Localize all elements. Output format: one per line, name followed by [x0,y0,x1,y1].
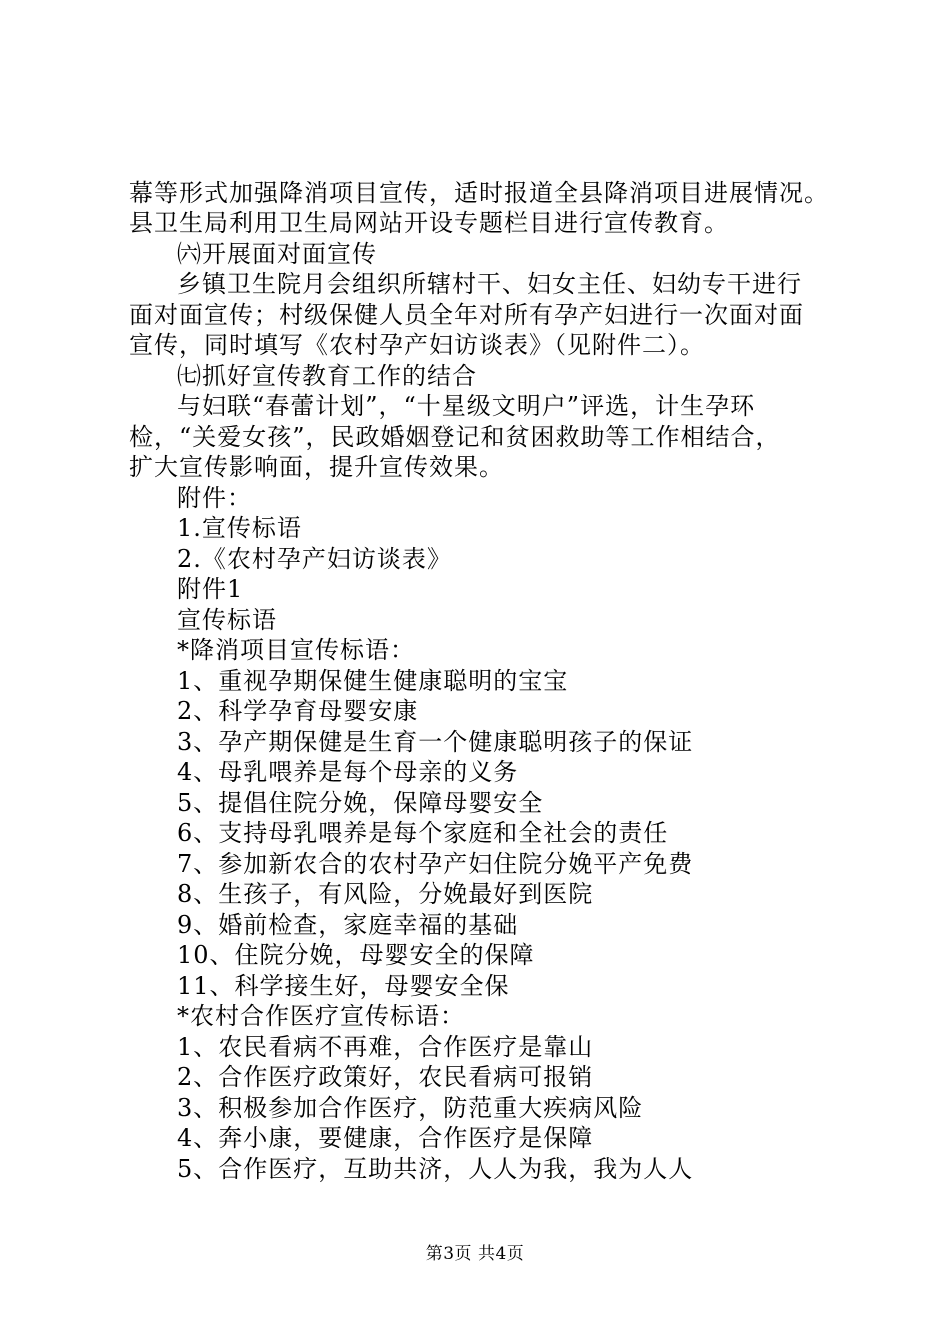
slogan-item: 4、母乳喂养是每个母亲的义务 [177,758,519,786]
text-line: 幕等形式加强降消项目宣传，适时报道全县降消项目进展情况。 [129,179,829,207]
slogan-item: 4、奔小康，要健康，合作医疗是保障 [177,1124,594,1152]
slogan-item: 10、住院分娩，母婴安全的保障 [177,941,535,969]
attachment-heading: 附件： [177,484,252,512]
slogan-item: 6、支持母乳喂养是每个家庭和全社会的责任 [177,819,669,847]
slogan-item: 5、合作医疗，互助共济，人人为我，我为人人 [177,1155,694,1183]
attachment-label: 附件1 [177,575,244,603]
list-item: 1.宣传标语 [177,514,302,542]
slogan-group-heading: *降消项目宣传标语： [177,636,415,664]
slogan-item: 5、提倡住院分娩，保障母婴安全 [177,789,544,817]
text-line: 检，“关爱女孩”，民政婚姻登记和贫困救助等工作相结合， [129,423,781,451]
slogan-item: 9、婚前检查，家庭幸福的基础 [177,911,519,939]
list-item: 2.《农村孕产妇访谈表》 [177,545,452,573]
slogan-item: 3、孕产期保健是生育一个健康聪明孩子的保证 [177,728,694,756]
slogan-item: 11、科学接生好，母婴安全保 [177,972,510,1000]
section-heading: ㈥开展面对面宣传 [177,240,377,268]
slogan-item: 2、科学孕育母婴安康 [177,697,419,725]
page-number-footer: 第3页 共4页 [425,1244,525,1264]
slogan-item: 3、积极参加合作医疗，防范重大疾病风险 [177,1094,644,1122]
text-line: 宣传，同时填写《农村孕产妇访谈表》（见附件二）。 [129,331,705,359]
slogan-item: 2、合作医疗政策好，农民看病可报销 [177,1063,594,1091]
slogan-item: 1、重视孕期保健生健康聪明的宝宝 [177,667,569,695]
slogan-item: 1、农民看病不再难，合作医疗是靠山 [177,1033,594,1061]
section-heading: ㈦抓好宣传教育工作的结合 [177,362,477,390]
slogan-item: 7、参加新农合的农村孕产妇住院分娩平产免费 [177,850,694,878]
slogan-item: 8、生孩子，有风险，分娩最好到医院 [177,880,594,908]
attachment-title: 宣传标语 [177,606,277,634]
text-line: 与妇联“春蕾计划”，“十星级文明户”评选，计生孕环 [177,392,756,420]
text-line: 乡镇卫生院月会组织所辖村干、妇女主任、妇幼专干进行 [177,270,802,298]
slogan-group-heading: *农村合作医疗宣传标语： [177,1002,465,1030]
text-line: 扩大宣传影响面，提升宣传效果。 [129,453,504,481]
text-line: 县卫生局利用卫生局网站开设专题栏目进行宣传教育。 [129,209,729,237]
text-line: 面对面宣传；村级保健人员全年对所有孕产妇进行一次面对面 [129,301,804,329]
